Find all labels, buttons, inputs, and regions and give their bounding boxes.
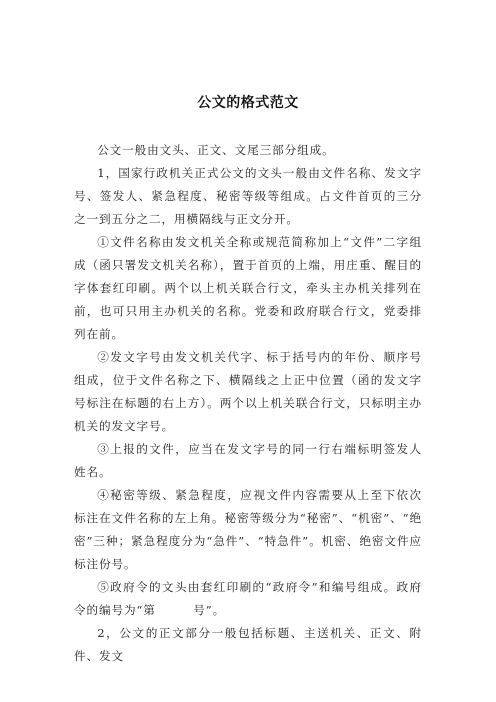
paragraph: ⑤政府令的文头由套红印刷的“政府令”和编号组成。政府令的编号为“第 号”。 [74, 580, 422, 617]
paragraph: 公文一般由文头、正文、文尾三部分组成。 [97, 143, 335, 157]
paragraph: ③上报的文件，应当在发文字号的同一行右端标明签发人姓名。 [74, 442, 422, 479]
document-body [74, 139, 422, 668]
paragraph: 1，国家行政机关正式公文的文头一般由文件名称、发文字号、签发人、紧急程度、秘密等级等组成。占文件首页的三分之一到五分之二，用横隔线与正文分开。 [74, 166, 422, 226]
paragraph: ①文件名称由发文机关全称或规范简称加上“文件”二字组成（函只署发文机关名称），置于首页的上端，用庄重、醒目的字体套红印刷。两个以上机关联合行文，牵头主办机关排列在前，也可只用主办机关的名称。党委和政府联合行文，党委排列在前。 [74, 235, 422, 341]
document-title: 公文的格式范文 [197, 95, 299, 111]
paragraph: ④秘密等级、紧急程度，应视文件内容需要从上至下依次标注在文件名称的左上角。秘密等级分为“秘密”、“机密”、“绝密”三种；紧急程度分为“急件”、“特急件”。机密、绝密文件应标注份号。 [74, 488, 422, 571]
paragraph: 2，公文的正文部分一般包括标题、主送机关、正文、附件、发文 [74, 626, 422, 663]
paragraph: ②发文字号由发文机关代字、标于括号内的年份、顺序号组成，位于文件名称之下、横隔线之上正中位置（函的发文字号标注在标题的右上方）。两个以上机关联合行文，只标明主办机关的发文字号。 [74, 350, 422, 433]
